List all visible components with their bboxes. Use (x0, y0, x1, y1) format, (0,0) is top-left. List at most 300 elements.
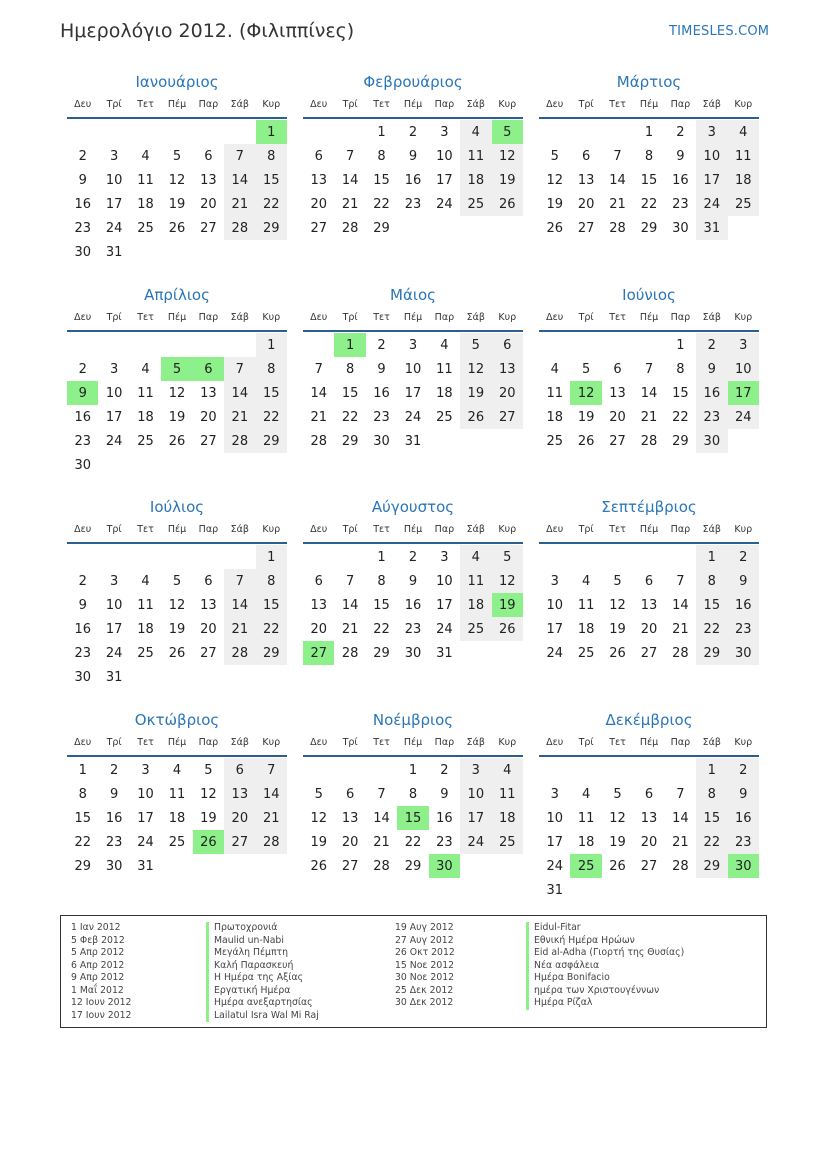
empty-cell (161, 545, 192, 569)
legend-holiday-name: Lailatul Isra Wal Mi Raj (206, 1010, 319, 1023)
day-cell: 21 (224, 617, 255, 641)
day-cell: 17 (105, 621, 123, 637)
day-cell: 15 (341, 385, 359, 401)
day-cell: 24 (105, 645, 123, 661)
day-cell: 5 (613, 786, 622, 802)
day-cell: 17 (436, 172, 453, 188)
day-cell: 31 (436, 645, 453, 661)
day-cell: 15 (74, 810, 91, 826)
day-cell: 14 (640, 385, 658, 401)
day-cell: 15 (256, 381, 287, 405)
day-cell: 17 (546, 621, 563, 637)
weekday-label: Τρί (578, 99, 594, 110)
day-cell: 27 (341, 858, 359, 874)
day-cell: 31 (137, 858, 154, 874)
day-cell: 29 (341, 433, 359, 449)
weekday-label: Πέμ (403, 524, 423, 535)
empty-cell (570, 545, 601, 569)
day-cell: 6 (314, 148, 323, 164)
day-cell: 25 (546, 433, 563, 449)
days-grid (67, 333, 287, 477)
legend-dates-col-2 (395, 922, 455, 1010)
weekday-label: Κυρ (734, 99, 753, 110)
weekday-label: Τρί (342, 99, 358, 110)
day-cell: 24 (546, 645, 563, 661)
day-cell: 23 (74, 220, 91, 236)
empty-cell (570, 120, 601, 144)
day-cell: 23 (672, 196, 689, 212)
day-cell: 17 (105, 409, 123, 425)
day-cell: 22 (373, 196, 390, 212)
day-cell: 26 (609, 645, 626, 661)
day-cell: 11 (436, 361, 453, 377)
day-cell: 14 (373, 810, 390, 826)
day-cell: 13 (609, 385, 626, 401)
day-cell: 16 (74, 621, 91, 637)
day-cell: 2 (408, 549, 418, 565)
holiday-day-cell: 9 (67, 381, 98, 405)
day-cell: 2 (676, 124, 685, 140)
days-grid (539, 545, 759, 665)
weekday-label: Κυρ (734, 524, 753, 535)
day-cell: 15 (640, 172, 658, 188)
weekday-label: Κυρ (498, 99, 517, 110)
day-cell: 20 (200, 409, 217, 425)
day-cell: 29 (696, 641, 727, 665)
day-cell: 24 (137, 834, 154, 850)
day-cell: 4 (492, 758, 523, 782)
day-cell: 11 (492, 782, 523, 806)
day-cell: 12 (200, 786, 217, 802)
day-cell: 22 (640, 196, 658, 212)
weekday-header (539, 312, 759, 332)
weekday-label: Πέμ (403, 99, 423, 110)
legend-date: 1 Μαΐ 2012 (71, 984, 124, 996)
day-cell: 16 (373, 385, 390, 401)
legend-date: 17 Ιουν 2012 (71, 1009, 132, 1021)
day-cell: 20 (200, 196, 217, 212)
weekday-label: Τετ (137, 312, 154, 323)
day-cell: 12 (546, 172, 563, 188)
day-cell: 30 (696, 429, 727, 453)
day-cell: 15 (373, 597, 390, 613)
weekday-label: Σάβ (702, 524, 721, 535)
day-cell: 12 (460, 357, 491, 381)
day-cell: 2 (78, 573, 87, 589)
empty-cell (602, 120, 633, 144)
weekday-label: Πέμ (639, 312, 659, 323)
day-cell: 14 (672, 810, 689, 826)
day-cell: 14 (341, 597, 359, 613)
day-cell: 20 (609, 409, 626, 425)
day-cell: 9 (78, 597, 87, 613)
days-grid (539, 333, 759, 453)
weekday-label: Τρί (342, 312, 358, 323)
day-cell: 6 (581, 148, 591, 164)
weekday-label: Παρ (670, 737, 691, 748)
day-cell: 29 (640, 220, 658, 236)
weekday-label: Κυρ (498, 737, 517, 748)
day-cell: 18 (460, 593, 491, 617)
day-cell: 20 (577, 196, 595, 212)
day-cell: 30 (74, 244, 91, 260)
day-cell: 4 (460, 120, 491, 144)
day-cell: 4 (550, 361, 559, 377)
day-cell: 27 (310, 220, 327, 236)
day-cell: 16 (105, 810, 123, 826)
empty-cell (193, 545, 224, 569)
weekday-label: Κυρ (734, 737, 753, 748)
day-cell: 4 (581, 786, 591, 802)
empty-cell (602, 758, 633, 782)
day-cell: 18 (460, 168, 491, 192)
day-cell: 8 (377, 573, 386, 589)
day-cell: 1 (256, 545, 287, 569)
weekday-label: Δευ (74, 737, 92, 748)
day-cell: 3 (141, 762, 150, 778)
day-cell: 18 (728, 168, 759, 192)
day-cell: 14 (256, 782, 287, 806)
day-cell: 1 (676, 337, 685, 353)
month-name: Μάρτιος (616, 73, 682, 91)
day-cell: 10 (546, 597, 563, 613)
day-cell: 21 (373, 834, 390, 850)
weekday-label: Τετ (373, 312, 390, 323)
day-cell: 17 (137, 810, 154, 826)
day-cell: 2 (78, 148, 87, 164)
day-cell: 4 (141, 148, 150, 164)
day-cell: 31 (404, 433, 422, 449)
weekday-label: Τετ (137, 737, 154, 748)
day-cell: 1 (377, 124, 386, 140)
weekday-label: Τετ (609, 524, 626, 535)
day-cell: 11 (137, 597, 154, 613)
day-cell: 20 (492, 381, 523, 405)
month-name: Μάιος (390, 286, 436, 304)
day-cell: 9 (696, 357, 727, 381)
day-cell: 11 (137, 385, 154, 401)
day-cell: 14 (224, 168, 255, 192)
month-name: Φεβρουάριος (363, 73, 463, 91)
day-cell: 17 (546, 834, 563, 850)
legend-holiday-name: Eidul-Fitar (526, 922, 684, 935)
day-cell: 19 (168, 621, 186, 637)
site-link[interactable]: TIMESLES.COM (669, 24, 770, 39)
day-cell: 18 (137, 621, 154, 637)
empty-cell (366, 758, 397, 782)
day-cell: 10 (728, 357, 759, 381)
weekday-label: Κυρ (498, 312, 517, 323)
day-cell: 4 (172, 762, 182, 778)
day-cell: 23 (728, 617, 759, 641)
day-cell: 27 (492, 405, 523, 429)
day-cell: 19 (200, 810, 217, 826)
weekday-label: Παρ (198, 99, 219, 110)
day-cell: 27 (224, 830, 255, 854)
day-cell: 14 (609, 172, 626, 188)
day-cell: 21 (672, 621, 689, 637)
day-cell: 14 (672, 597, 689, 613)
weekday-label: Τρί (106, 524, 122, 535)
day-cell: 26 (168, 433, 186, 449)
day-cell: 24 (728, 405, 759, 429)
day-cell: 29 (696, 854, 727, 878)
day-cell: 20 (341, 834, 359, 850)
day-cell: 12 (492, 144, 523, 168)
holiday-day-cell: 17 (728, 381, 759, 405)
day-cell: 24 (105, 220, 123, 236)
day-cell: 29 (373, 645, 390, 661)
holiday-legend (60, 915, 767, 1028)
weekday-label: Κυρ (262, 737, 281, 748)
day-cell: 2 (78, 361, 87, 377)
legend-date: 27 Αυγ 2012 (395, 934, 454, 946)
legend-date: 30 Νοε 2012 (395, 972, 455, 983)
day-cell: 27 (577, 220, 595, 236)
empty-cell (161, 333, 192, 357)
day-cell: 25 (137, 645, 154, 661)
day-cell: 8 (696, 569, 727, 593)
holiday-day-cell: 1 (334, 333, 365, 357)
day-cell: 7 (644, 361, 654, 377)
day-cell: 4 (141, 573, 150, 589)
day-cell: 22 (696, 617, 727, 641)
legend-holiday-name: Η Ημέρα της Αξίας (206, 972, 319, 985)
weekday-label: Τρί (106, 737, 122, 748)
day-cell: 8 (78, 786, 87, 802)
empty-cell (334, 545, 365, 569)
weekday-label: Πέμ (403, 312, 423, 323)
day-cell: 2 (109, 762, 119, 778)
day-cell: 7 (224, 357, 255, 381)
day-cell: 6 (224, 758, 255, 782)
day-cell: 16 (74, 196, 91, 212)
day-cell: 3 (550, 573, 559, 589)
weekday-label: Δευ (546, 312, 564, 323)
day-cell: 7 (345, 573, 355, 589)
day-cell: 6 (644, 573, 654, 589)
day-cell: 19 (460, 381, 491, 405)
day-cell: 15 (373, 172, 390, 188)
weekday-header (539, 524, 759, 544)
day-cell: 9 (109, 786, 119, 802)
day-cell: 3 (696, 120, 727, 144)
day-cell: 7 (613, 148, 622, 164)
day-cell: 24 (436, 621, 453, 637)
day-cell: 24 (436, 196, 453, 212)
day-cell: 24 (105, 433, 123, 449)
day-cell: 24 (696, 192, 727, 216)
day-cell: 10 (436, 148, 453, 164)
day-cell: 15 (256, 168, 287, 192)
day-cell: 4 (581, 573, 591, 589)
legend-holiday-name: Μεγάλη Πέμπτη (206, 947, 319, 960)
day-cell: 30 (672, 220, 689, 236)
day-cell: 8 (345, 361, 355, 377)
day-cell: 9 (408, 148, 418, 164)
empty-cell (67, 120, 98, 144)
weekday-label: Πέμ (167, 99, 187, 110)
legend-date: 5 Φεβ 2012 (71, 934, 125, 946)
legend-holiday-name: Καλή Παρασκευή (206, 960, 319, 973)
day-cell: 29 (256, 429, 287, 453)
day-cell: 16 (74, 409, 91, 425)
day-cell: 3 (408, 337, 418, 353)
day-cell: 19 (310, 834, 327, 850)
weekday-label: Δευ (546, 99, 564, 110)
empty-cell (224, 333, 255, 357)
day-cell: 25 (460, 192, 491, 216)
weekday-label: Πέμ (167, 737, 187, 748)
weekday-label: Παρ (670, 312, 691, 323)
day-cell: 29 (672, 433, 689, 449)
day-cell: 10 (137, 786, 154, 802)
empty-cell (130, 545, 161, 569)
legend-date: 19 Αυγ 2012 (395, 922, 454, 933)
day-cell: 20 (200, 621, 217, 637)
day-cell: 13 (341, 810, 359, 826)
weekday-header (539, 737, 759, 757)
weekday-label: Πέμ (639, 737, 659, 748)
weekday-label: Παρ (670, 99, 691, 110)
weekday-header (303, 737, 523, 757)
month-name: Οκτώβριος (134, 711, 220, 729)
holiday-day-cell: 1 (256, 120, 287, 144)
holiday-day-cell: 25 (570, 854, 601, 878)
weekday-label: Κυρ (262, 312, 281, 323)
day-cell: 14 (224, 381, 255, 405)
weekday-label: Τετ (373, 737, 390, 748)
empty-cell (665, 545, 696, 569)
day-cell: 23 (74, 645, 91, 661)
day-cell: 22 (74, 834, 91, 850)
day-cell: 10 (404, 361, 422, 377)
month-name: Αύγουστος (371, 498, 455, 516)
weekday-label: Σάβ (466, 737, 485, 748)
day-cell: 14 (341, 172, 359, 188)
holiday-day-cell: 6 (193, 357, 224, 381)
day-cell: 13 (640, 810, 658, 826)
day-cell: 12 (609, 597, 626, 613)
day-cell: 11 (546, 385, 563, 401)
weekday-header (67, 312, 287, 332)
day-cell: 8 (408, 786, 418, 802)
day-cell: 28 (672, 645, 689, 661)
day-cell: 25 (728, 192, 759, 216)
day-cell: 2 (440, 762, 449, 778)
day-cell: 22 (341, 409, 359, 425)
days-grid (67, 758, 287, 878)
day-cell: 5 (314, 786, 323, 802)
day-cell: 27 (640, 645, 658, 661)
day-cell: 13 (492, 357, 523, 381)
day-cell: 13 (200, 172, 217, 188)
day-cell: 19 (168, 196, 186, 212)
day-cell: 8 (676, 361, 685, 377)
day-cell: 23 (373, 409, 390, 425)
empty-cell (633, 545, 664, 569)
day-cell: 12 (168, 172, 186, 188)
day-cell: 25 (436, 409, 453, 425)
day-cell: 2 (408, 124, 418, 140)
day-cell: 4 (440, 337, 449, 353)
day-cell: 11 (460, 144, 491, 168)
legend-date: 12 Ιουν 2012 (71, 997, 132, 1008)
weekday-label: Πέμ (639, 99, 659, 110)
day-cell: 21 (256, 806, 287, 830)
day-cell: 28 (256, 830, 287, 854)
weekday-header (67, 737, 287, 757)
weekday-label: Παρ (434, 524, 455, 535)
legend-names-col-2 (526, 922, 684, 1010)
weekday-label: Δευ (74, 312, 92, 323)
empty-cell (303, 333, 334, 357)
day-cell: 6 (644, 786, 654, 802)
day-cell: 25 (168, 834, 186, 850)
day-cell: 5 (460, 333, 491, 357)
day-cell: 11 (728, 144, 759, 168)
day-cell: 25 (492, 830, 523, 854)
day-cell: 25 (137, 220, 154, 236)
day-cell: 20 (310, 196, 327, 212)
day-cell: 13 (224, 782, 255, 806)
day-cell: 1 (377, 549, 386, 565)
day-cell: 7 (345, 148, 355, 164)
day-cell: 12 (492, 569, 523, 593)
day-cell: 18 (577, 621, 595, 637)
empty-cell (98, 333, 129, 357)
day-cell: 31 (105, 244, 123, 260)
weekday-label: Τρί (578, 524, 594, 535)
day-cell: 17 (404, 385, 422, 401)
weekday-label: Τρί (342, 737, 358, 748)
day-cell: 18 (137, 409, 154, 425)
day-cell: 31 (546, 882, 563, 898)
day-cell: 22 (256, 405, 287, 429)
weekday-label: Τρί (106, 312, 122, 323)
weekday-label: Τρί (578, 737, 594, 748)
empty-cell (161, 120, 192, 144)
day-cell: 18 (168, 810, 186, 826)
month-name: Απρίλιος (144, 286, 210, 304)
legend-holiday-name: ημέρα των Χριστουγέννων (526, 985, 684, 998)
empty-cell (224, 545, 255, 569)
day-cell: 21 (341, 196, 359, 212)
day-cell: 11 (137, 172, 154, 188)
weekday-label: Σάβ (702, 312, 721, 323)
month-name: Ιούνιος (622, 286, 676, 304)
day-cell: 26 (460, 405, 491, 429)
empty-cell (539, 758, 570, 782)
weekday-label: Δευ (74, 524, 92, 535)
weekday-label: Τετ (609, 312, 626, 323)
day-cell: 15 (256, 593, 287, 617)
day-cell: 25 (137, 433, 154, 449)
day-cell: 29 (373, 220, 390, 236)
day-cell: 29 (256, 641, 287, 665)
weekday-header (303, 99, 523, 119)
day-cell: 19 (609, 621, 626, 637)
day-cell: 28 (640, 433, 658, 449)
legend-date: 26 Οκτ 2012 (395, 947, 455, 958)
day-cell: 26 (492, 192, 523, 216)
day-cell: 3 (440, 124, 449, 140)
day-cell: 27 (609, 433, 626, 449)
day-cell: 27 (640, 858, 658, 874)
day-cell: 10 (105, 172, 123, 188)
day-cell: 25 (577, 645, 595, 661)
legend-date: 1 Ιαν 2012 (71, 922, 121, 933)
